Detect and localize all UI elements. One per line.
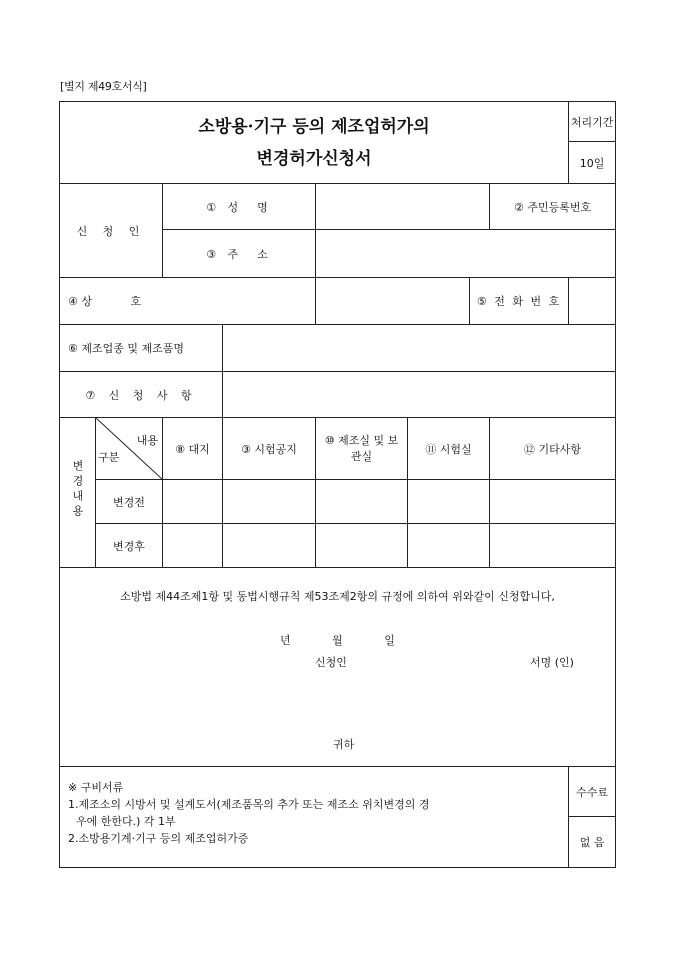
date-month: 월 [332,634,343,647]
category-label: 구분 [98,451,120,464]
date-line [280,632,433,648]
name-field[interactable] [316,184,490,230]
name-label: ① 성 명 [163,184,316,230]
after-test-room-field[interactable] [408,524,490,568]
date-day: 일 [384,634,395,647]
declaration-block [60,568,616,767]
column-test-room: ⑪ 시험실 [408,418,490,480]
before-manufacturing-field[interactable] [316,480,408,524]
content-category-header [96,418,163,480]
required-documents [60,767,569,868]
processing-period-label: 처리기간 [569,102,616,142]
business-name-label: ④ 상 호 [60,278,316,325]
before-other-field[interactable] [490,480,616,524]
before-change-label: 변경전 [96,480,163,524]
address-field[interactable] [316,230,616,278]
column-manufacturing-storage: ⑩ 제조실 및 보관실 [316,418,408,480]
before-test-room-field[interactable] [408,480,490,524]
after-other-field[interactable] [490,524,616,568]
phone-field[interactable] [569,278,616,325]
applicant-sign-label: 신청인 [315,656,347,669]
title-line1: 소방용·기구 등의 제조업허가의 [198,116,430,137]
document-1-line2: 우에 한한다.) 각 1부 [76,815,176,828]
before-site-field[interactable] [163,480,223,524]
documents-header: ※ 구비서류 [68,781,124,794]
document-2: 2.소방용기계·기구 등의 제조업허가증 [68,832,249,845]
after-test-area-field[interactable] [223,524,316,568]
phone-label: ⑤ 전 화 번 호 [470,278,569,325]
fee-value: 없 음 [569,817,616,868]
address-label: ③ 주 소 [163,230,316,278]
processing-period-value: 10일 [569,142,616,184]
before-test-area-field[interactable] [223,480,316,524]
request-label: ⑦ 신 청 사 항 [60,372,223,418]
fee-label: 수수료 [569,767,616,817]
after-site-field[interactable] [163,524,223,568]
change-section-label: 변경내용 [60,418,96,568]
title-line2: 변경허가신청서 [256,148,372,169]
column-other: ⑫ 기타사항 [490,418,616,480]
resident-number-label: ② 주민등록번호 [490,184,616,230]
declaration-text: 소방법 제44조제1항 및 동법시행규칙 제53조제2항의 규정에 의하여 위와같이 신청합니다, [120,590,555,603]
after-manufacturing-field[interactable] [316,524,408,568]
product-field[interactable] [223,325,616,372]
business-name-field[interactable] [316,278,470,325]
document-1-line1: 1.제조소의 시방서 및 설계도서(제조품목의 추가 또는 제조소 위치변경의 경 [68,798,430,811]
date-year: 년 [280,634,291,647]
after-change-label: 변경후 [96,524,163,568]
applicant-label: 신 청 인 [60,184,163,278]
form-number-label: [별지 제49호서식] [60,80,147,93]
column-test-area: ③ 시험공지 [223,418,316,480]
application-form [59,101,616,868]
addressee-label: 귀하 [333,738,355,751]
product-label: ⑥ 제조업종 및 제조품명 [60,325,223,372]
signature-label: 서명 (인) [530,656,574,669]
request-field[interactable] [223,372,616,418]
content-label: 내용 [136,434,158,447]
form-title [60,102,569,184]
column-site: ⑧ 대지 [163,418,223,480]
